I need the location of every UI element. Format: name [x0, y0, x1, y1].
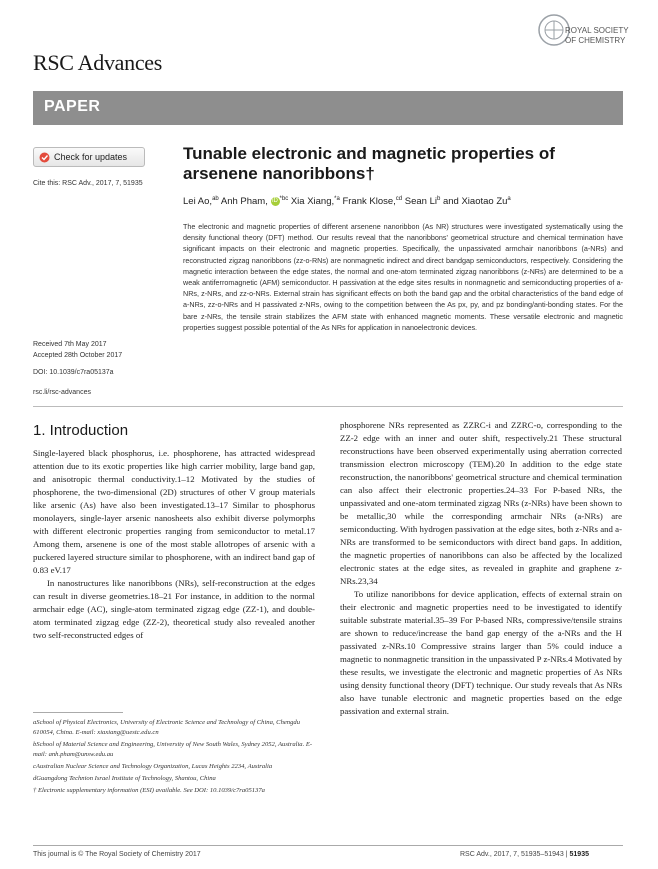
article-type-label: PAPER	[44, 98, 101, 115]
section-heading: 1. Introduction	[33, 422, 129, 439]
article-title: Tunable electronic and magnetic properties of arsenene nanoribbons†	[183, 144, 555, 183]
section-divider	[33, 406, 623, 407]
journal-name: RSC Advances	[33, 50, 163, 75]
check-for-updates-button[interactable]: Check for updates	[33, 147, 145, 167]
journal-site-link[interactable]: rsc.li/rsc-advances	[33, 389, 91, 396]
article-type-banner	[33, 91, 623, 125]
footnote: bSchool of Material Science and Engineering, University of New South Wales, Sydney 2052, Australia. E-mail: anh.pham@unsw.edu.au	[33, 741, 313, 758]
author-list: Lei Ao,$^{ab}$ Anh Pham, iD $^{*bc}$ Xia Xiang,$^{*a}$ Frank Klose,$^{cd}$ Sean Li$^b$ and Xiaotao Zu$^a$	[183, 196, 511, 208]
body-column-right	[340, 419, 622, 718]
paragraph: Single-layered black phosphorus, i.e. phosphorene, has attracted widespread attention due to its exotic properties like high carrier mobility, large band gap, and anisotropic thermal conductivity.1–12 Motivated by the studies of phosphorene, the two-dimensional (2D) structures of other V group materials like arsenic (As) have also been investigated.13–17 Similar to phosphorus monolayers, single-layer arsenic nanosheets also exhibit diverse polymorphs with different electronic properties ranging from semiconductor to metal.17 Among them, arsenene is one of the most stable allotropes of arsenic with a puckered layered structure similar to phosphorene, with an indirect band gap of 0.83 eV.17	[33, 448, 315, 575]
footnote-divider	[33, 712, 123, 713]
paragraph: In nanostructures like nanoribbons (NRs), self-reconstruction at the edges can result in diverse geometries.18–21 For instance, in addition to the normal armchair edge (AC), single-atom terminated zigzag edge (ZZ-1), and double-atom terminated zigzag edge (ZZ-2), theoretical study also revealed another two self-reconstructed edges of	[33, 578, 315, 640]
check-updates-icon	[39, 152, 50, 163]
doi-link[interactable]: DOI: 10.1039/c7ra05137a	[33, 369, 114, 376]
orcid-icon[interactable]: iD	[272, 198, 278, 205]
footer-divider	[33, 845, 623, 846]
footnote: cAustralian Nuclear Science and Technology Organization, Lucas Heights 2234, Australia	[33, 763, 273, 770]
received-dates: Received 7th May 2017 Accepted 28th October 2017	[33, 341, 123, 359]
abstract: The electronic and magnetic properties of different arsenene nanoribbon (As NR) structures were investigated systematically using the density functional theory (DFT) method. Our results reveal that the nanoribbons' geometrical structure and chemical termination have significant impacts on their electronic and magnetic properties. Specifically, the unpassivated armchair nanoribbons (a-NRs) and reconstructed zigzag nanoribbons (zz-o-RNs) are nonmagnetic indirect and direct bandgap semiconductors, respectively. Considering the magnetic interaction between the edge states, the normal and one-atom terminated zigzag nanoribbons (z-NRs) are determined to be a weak antiferromagnetic (AFM) semiconductor. H passivation at the edge sites results in nonmagnetic and semiconducting properties of a-NRs, z-NRs, and zz-o-NRs. External strain has significant effects on both the band gap and the orbital characteristics of the band edge of a-NRs, zz-o-NRs and H passivated z-NRs, owing to the competition between the As px, py, and pz bonding/anti-bonding states. For the bare z-NRs, the tensile strain stabilizes the AFM state with enhanced magnetic moments. These versatile electronic and magnetic properties suggest possible potential of the As NRs for application in nanoelectronic devices.	[183, 222, 623, 332]
footnote: aSchool of Physical Electronics, University of Electronic Science and Technology of China, Chengdu 610054, China. E-mail: xiaxiang@uestc.edu.cn	[33, 719, 300, 736]
page-number: 51935	[569, 851, 589, 858]
citation-line: Cite this: RSC Adv., 2017, 7, 51935	[33, 180, 143, 187]
body-column-left	[33, 447, 315, 642]
footnote: dGuangdong Technion Israel Institute of Technology, Shantou, China	[33, 775, 216, 782]
page-footer: RSC Adv., 2017, 7, 51935–51943 | 51935	[460, 851, 589, 858]
copyright-line: This journal is © The Royal Society of Chemistry 2017	[33, 851, 201, 858]
footnote: † Electronic supplementary information (ESI) available. See DOI: 10.1039/c7ra05137a	[33, 787, 265, 794]
logo-text: ROYAL SOCIETY OF CHEMISTRY	[565, 26, 629, 45]
footnotes	[33, 718, 315, 798]
paragraph: To utilize nanoribbons for device application, effects of external strain on their electronic and magnetic properties need to be investigated to identify suitable substrate material.35–39 For P-based NRs, compressive/tensile strains are shown to reduce/increase the band gap energy of the a-NRs and the H passivated z-NRs.10 Compressive strains larger than 5% could induce a magnetic to nonmagnetic transition in the unpassivated P z-NRs.4 Motivated by these results, we investigate the electronic and magnetic properties of As NRs using density functional theory (DFT) technique. Our study reveals that As NRs also have tunable electronic and magnetic properties based on the edge passivation and external strain.	[340, 589, 622, 716]
paragraph: phosphorene NRs represented as ZZRC-i and ZZRC-o, corresponding to the ZZ-2 edge with an inner and outer shift, respectively.21 These structural reconstructions have been observed experimentally using aberration corrected transmission electron microscopy (TEM).20 In addition to the edge state reconstruction, the nanoribbons' geometrical structure and chemical termination can also affect their electronic properties.24–33 For P-based NRs, the unpassivated and one-atom terminated zigzag NRs (z-NRs) have been shown to be metallic,30 while the corresponding armchair NRs (a-NRs) are semiconducting. With hydrogen passivation at the edge sites, both z-NRs and a-NRs are transformed to be semiconductors with direct band gaps. In addition, the magnetic properties of nanoribbons can also be affected by the localized electronic states at the edge sites, as revealed in graphite and graphene z-NRs.23,34	[340, 420, 622, 586]
